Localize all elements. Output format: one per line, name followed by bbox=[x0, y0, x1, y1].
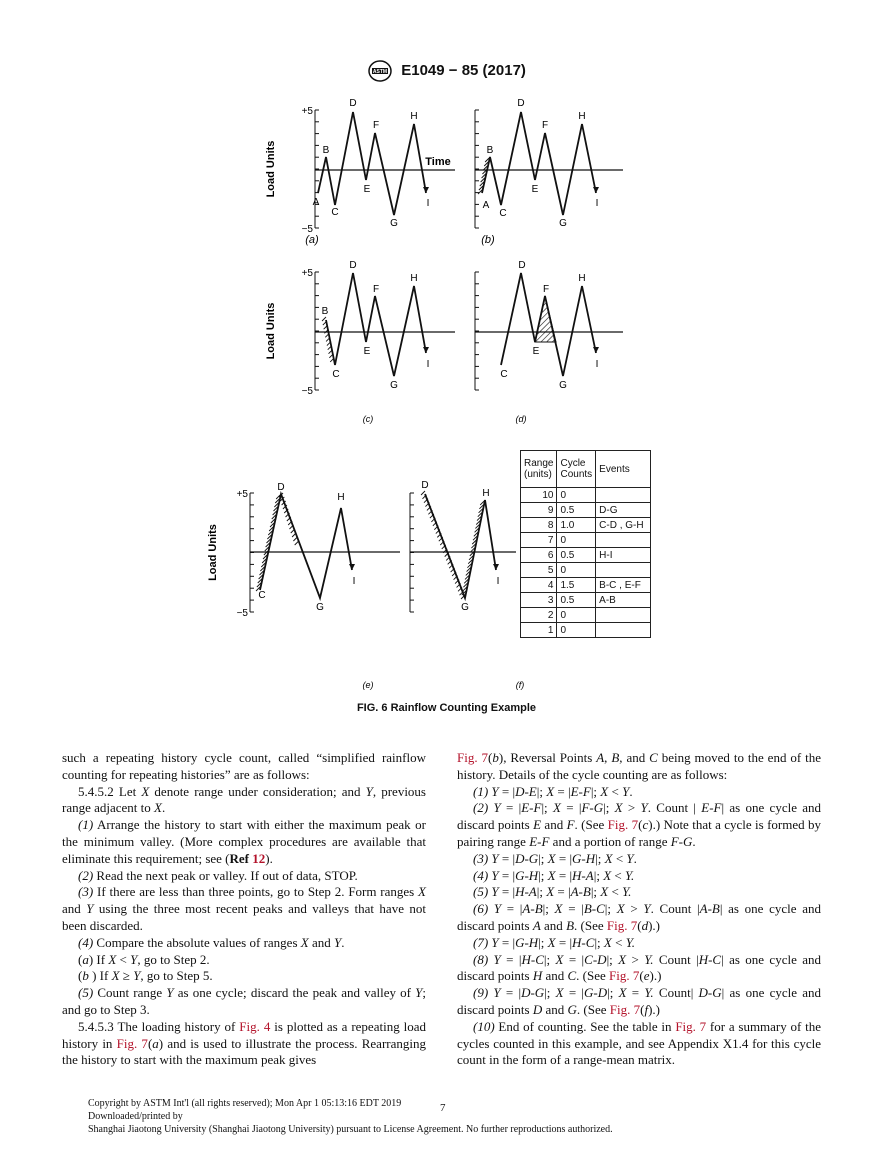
table-header-events: Events bbox=[596, 451, 651, 488]
right-column-text bbox=[457, 750, 821, 1069]
cycle-cell: 1.5 bbox=[557, 578, 596, 593]
paragraph: (9) Y = |D-G|; X = |G-D|; X = Y. Count| D-G| as one cycle and discard points D and G. (See Fig. 7(f).) bbox=[457, 985, 822, 1017]
label-I: I bbox=[595, 198, 599, 209]
y-axis-label: Load Units bbox=[265, 302, 277, 360]
history-line-f bbox=[425, 494, 496, 598]
footer-copyright: Copyright by ASTM Int'l (all rights reserved); Mon Apr 1 05:13:16 EDT 2019 bbox=[88, 1098, 402, 1109]
events-cell bbox=[596, 608, 651, 623]
table-row bbox=[521, 548, 651, 563]
y-axis-label: Load Units bbox=[265, 140, 277, 198]
paragraph: (3) Y = |D-G|; X = |G-H|; X < Y. bbox=[473, 850, 637, 866]
label-H: H bbox=[578, 111, 586, 122]
cycle-cell: 0 bbox=[557, 608, 596, 623]
range-cell: 5 bbox=[521, 563, 557, 578]
plus5-label: +5 bbox=[301, 268, 313, 279]
paragraph: (4) Y = |G-H|; X = |H-A|; X < Y. bbox=[473, 867, 635, 883]
label-I: I bbox=[352, 576, 356, 587]
label-G: G bbox=[559, 380, 567, 391]
label-G: G bbox=[390, 380, 398, 391]
y-axis-label: Load Units bbox=[207, 524, 219, 581]
range-cell: 8 bbox=[521, 518, 557, 533]
label-I: I bbox=[426, 359, 430, 370]
cycle-cell: 1.0 bbox=[557, 518, 596, 533]
svg-text:ASTM: ASTM bbox=[372, 69, 388, 75]
panel-label-c: (c) bbox=[362, 414, 374, 424]
arrow-head bbox=[593, 347, 599, 353]
label-G: G bbox=[316, 602, 324, 613]
range-cell: 4 bbox=[521, 578, 557, 593]
label-D: D bbox=[518, 260, 526, 271]
range-cell: 6 bbox=[521, 548, 557, 563]
paragraph: such a repeating history cycle count, called “simplified rainflow counting for repeating histories” are as follows: bbox=[62, 750, 426, 782]
label-D: D bbox=[277, 482, 285, 493]
paragraph: (2) Y = |E-F|; X = |F-G|; X > Y. Count | E-F| as one cycle and discard points E and F. (See Fig. 7(c).) Note that a cycle is formed by pairing range E-F and a portion of range F-G. bbox=[457, 800, 822, 849]
hatched-cycle-EF bbox=[535, 296, 556, 342]
paragraph: Fig. 7(b), Reversal Points A, B, and C being moved to the end of the history. Details of the cycle counting are as follows: bbox=[457, 750, 821, 782]
events-cell: D-G bbox=[596, 503, 651, 518]
label-F: F bbox=[541, 120, 549, 131]
paragraph: (1) Arrange the history to start with either the maximum peak or the minimum valley. (More complex procedures are available that eliminate this requirement; see (Ref 12). bbox=[62, 817, 426, 866]
label-E: E bbox=[363, 184, 371, 195]
label-F: F bbox=[372, 284, 380, 295]
history-line-b bbox=[482, 112, 596, 215]
cycle-cell: 0 bbox=[557, 623, 596, 638]
footer bbox=[88, 1097, 808, 1136]
label-E: E bbox=[531, 184, 539, 195]
hatch-mark bbox=[295, 541, 299, 545]
paragraph: (6) Y = |A-B|; X = |B-C|; X > Y. Count |A-B| as one cycle and discard points A and B. (See Fig. 7(d).) bbox=[457, 901, 822, 933]
label-B: B bbox=[486, 145, 494, 156]
label-H: H bbox=[482, 488, 490, 499]
plus5-label: +5 bbox=[236, 489, 248, 500]
standard-code: E1049 − 85 (2017) bbox=[401, 61, 526, 79]
events-cell bbox=[596, 623, 651, 638]
panel-label-b: (b) bbox=[481, 234, 495, 246]
table-row bbox=[521, 623, 651, 638]
label-F: F bbox=[542, 284, 550, 295]
events-cell bbox=[596, 533, 651, 548]
label-B: B bbox=[322, 145, 330, 156]
label-C: C bbox=[331, 207, 339, 218]
table-row bbox=[521, 533, 651, 548]
events-cell bbox=[596, 488, 651, 503]
paragraph: (5) Y = |H-A|; X = |A-B|; X < Y. bbox=[473, 884, 632, 900]
events-cell: A-B bbox=[596, 593, 651, 608]
label-D: D bbox=[349, 260, 357, 271]
events-cell: C-D , G-H bbox=[596, 518, 651, 533]
footer-license: Shanghai Jiaotong University (Shanghai Jiaotong University) pursuant to License Agreement. No further reproductions authorized. bbox=[88, 1124, 613, 1135]
cycle-cell: 0 bbox=[557, 563, 596, 578]
arrow-head bbox=[593, 187, 599, 193]
label-A: A bbox=[482, 200, 490, 211]
label-C: C bbox=[332, 369, 340, 380]
range-cell: 1 bbox=[521, 623, 557, 638]
range-cell: 10 bbox=[521, 488, 557, 503]
hatch-mark bbox=[293, 537, 297, 541]
table-header-cycle-counts: Cycle Counts bbox=[557, 451, 596, 488]
label-H: H bbox=[410, 111, 418, 122]
page-number: 7 bbox=[440, 1102, 446, 1114]
cycle-cell: 0.5 bbox=[557, 593, 596, 608]
range-cell: 3 bbox=[521, 593, 557, 608]
history-line-e bbox=[260, 494, 352, 598]
panel-label-a: (a) bbox=[305, 234, 319, 246]
events-cell: B-C , E-F bbox=[596, 578, 651, 593]
table-row bbox=[521, 563, 651, 578]
paragraph: (1) Y = |D-E|; X = |E-F|; X < Y. bbox=[473, 783, 633, 799]
label-E: E bbox=[363, 346, 371, 357]
table-row bbox=[521, 578, 651, 593]
label-H: H bbox=[410, 273, 418, 284]
label-C: C bbox=[499, 208, 507, 219]
minus5-label: −5 bbox=[301, 386, 313, 397]
cycle-cell: 0 bbox=[557, 533, 596, 548]
minus5-label: −5 bbox=[301, 224, 313, 235]
label-I: I bbox=[595, 359, 599, 370]
label-E: E bbox=[532, 346, 540, 357]
events-cell: H-I bbox=[596, 548, 651, 563]
paragraph: (b ) If X ≥ Y, go to Step 5. bbox=[78, 968, 213, 984]
label-D: D bbox=[421, 480, 429, 491]
arrow-head bbox=[423, 347, 429, 353]
label-I: I bbox=[426, 198, 430, 209]
paragraph: (7) Y = |G-H|; X = |H-C|; X < Y. bbox=[473, 934, 635, 950]
paragraph: 5.4.5.3 The loading history of Fig. 4 is plotted as a repeating load history in Fig. 7(a) and is used to illustrate the process. Rearranging the history to start with the maximum peak gives bbox=[62, 1018, 427, 1068]
panel-label-d: (d) bbox=[515, 414, 527, 424]
cycle-cell: 0.5 bbox=[557, 503, 596, 518]
table-header-range: Range (units) bbox=[521, 451, 557, 488]
table-row bbox=[521, 518, 651, 533]
label-A: A bbox=[312, 197, 320, 208]
arrow-head bbox=[493, 564, 499, 570]
time-label: Time bbox=[425, 156, 451, 168]
plus5-label: +5 bbox=[301, 106, 313, 117]
cycle-cell: 0 bbox=[557, 488, 596, 503]
minus5-label: −5 bbox=[236, 608, 248, 619]
label-D: D bbox=[517, 98, 525, 109]
range-cell: 2 bbox=[521, 608, 557, 623]
left-column-text bbox=[62, 750, 426, 1069]
table-row bbox=[521, 593, 651, 608]
figure-caption: FIG. 6 Rainflow Counting Example bbox=[356, 702, 537, 714]
label-H: H bbox=[578, 273, 586, 284]
arrow-head bbox=[349, 564, 355, 570]
table-row bbox=[521, 608, 651, 623]
table-row bbox=[521, 488, 651, 503]
paragraph: (5) Count range Y as one cycle; discard the peak and valley of Y; and go to Step 3. bbox=[62, 985, 426, 1017]
label-G: G bbox=[559, 218, 567, 229]
arrow-head bbox=[423, 187, 429, 193]
label-D: D bbox=[349, 98, 357, 109]
table-row bbox=[521, 503, 651, 518]
paragraph: (4) Compare the absolute values of ranges X and Y. bbox=[78, 934, 345, 950]
paragraph: (3) If there are less than three points, go to Step 2. Form ranges X and Y using the three most recent peaks and valleys that have not been discarded. bbox=[62, 884, 426, 933]
paragraph: (10) End of counting. See the table in Fig. 7 for a summary of the cycles counted in this example, and see Appendix X1.4 for this cycle count in the form of a range-mean matrix. bbox=[457, 1018, 821, 1068]
panel-label-e: (e) bbox=[362, 680, 374, 690]
paragraph: 5.4.5.2 Let X denote range under consideration; and Y, previous range adjacent to X. bbox=[62, 783, 426, 816]
label-G: G bbox=[461, 602, 469, 613]
footer-downloaded: Downloaded/printed by bbox=[88, 1111, 183, 1122]
panel-label-f: (f) bbox=[515, 680, 525, 690]
label-H: H bbox=[337, 492, 345, 503]
label-C: C bbox=[258, 590, 266, 601]
paragraph: (a) If X < Y, go to Step 2. bbox=[78, 951, 210, 967]
paragraph: (8) Y = |H-C|; X = |C-D|; X > Y. Count |H-C| as one cycle and discard points H and C. (See Fig. 7(e).) bbox=[457, 951, 822, 984]
label-B: B bbox=[321, 306, 329, 317]
cycle-cell: 0.5 bbox=[557, 548, 596, 563]
label-C: C bbox=[500, 369, 508, 380]
range-cell: 7 bbox=[521, 533, 557, 548]
label-I: I bbox=[496, 576, 500, 587]
range-cell: 9 bbox=[521, 503, 557, 518]
paragraph: (2) Read the next peak or valley. If out of data, STOP. bbox=[78, 867, 358, 883]
range-cycle-table bbox=[520, 450, 651, 638]
label-F: F bbox=[372, 120, 380, 131]
events-cell bbox=[596, 563, 651, 578]
label-G: G bbox=[390, 218, 398, 229]
